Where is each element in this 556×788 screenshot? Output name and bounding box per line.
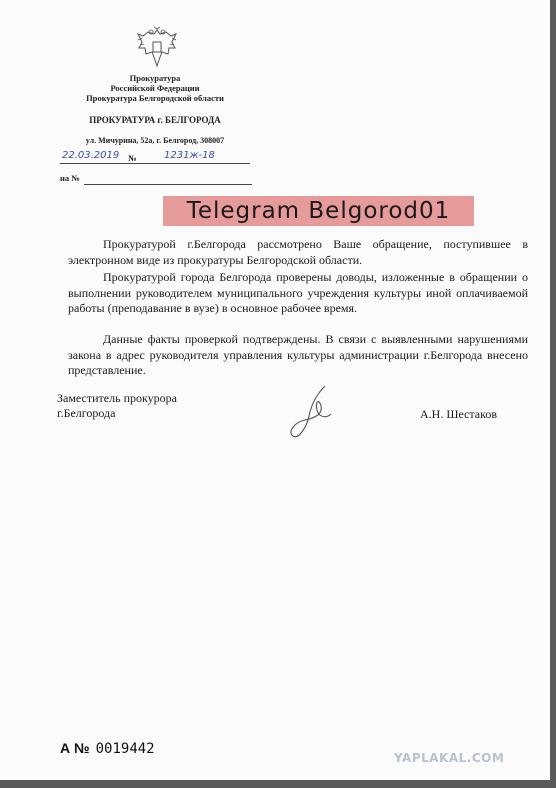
org-line-2: Российской Федерации — [110, 83, 200, 93]
number-symbol: № — [128, 153, 137, 163]
telegram-watermark — [163, 196, 474, 226]
paragraph-1: Прокуратурой г.Белгорода рассмотрено Ваше обращение, поступившее в электронном виде из прокуратуры Белгородской области. — [68, 237, 528, 267]
paragraph-3: Данные факты проверкой подтверждены. В связи с выявленными нарушениями закона в адрес руководителя управления культуры администрации г.Белгорода внесено представление. — [68, 332, 528, 377]
signer-title-2: г.Белгорода — [57, 406, 116, 420]
form-serial — [60, 740, 155, 757]
org-line-3: Прокуратура Белгородской области — [86, 93, 224, 103]
signer-title-1: Заместитель прокурора — [57, 391, 177, 405]
signer-name: А.Н. Шестаков — [420, 407, 497, 421]
serial-prefix: А № — [60, 740, 90, 756]
serial-number: 0019442 — [95, 741, 155, 757]
org-line-1: Прокуратура — [129, 73, 181, 83]
handwritten-ref: 1231ж-18 — [164, 150, 215, 161]
coat-of-arms-icon — [134, 26, 180, 70]
handwritten-date: 22.03.2019 — [62, 150, 120, 161]
site-watermark: YAPLAKAL.COM — [394, 751, 505, 765]
org-address: ул. Мичурина, 52а, г. Белгород, 308007 — [85, 136, 225, 145]
org-name: ПРОКУРАТУРА г. БЕЛГОРОДА — [89, 115, 221, 125]
telegram-text: Telegram Belgorod01 — [186, 198, 451, 224]
reply-line — [84, 184, 252, 185]
date-line — [60, 163, 250, 164]
reply-to-label: на № — [60, 173, 80, 183]
handwritten-signature — [285, 382, 335, 444]
paragraph-2: Прокуратурой города Белгорода проверены доводы, изложенные в обращении о выполнении руководителем муниципального учреждения культуры иной оплачиваемой работы (преподавание в вузе) в основное рабочее время. — [68, 270, 528, 315]
